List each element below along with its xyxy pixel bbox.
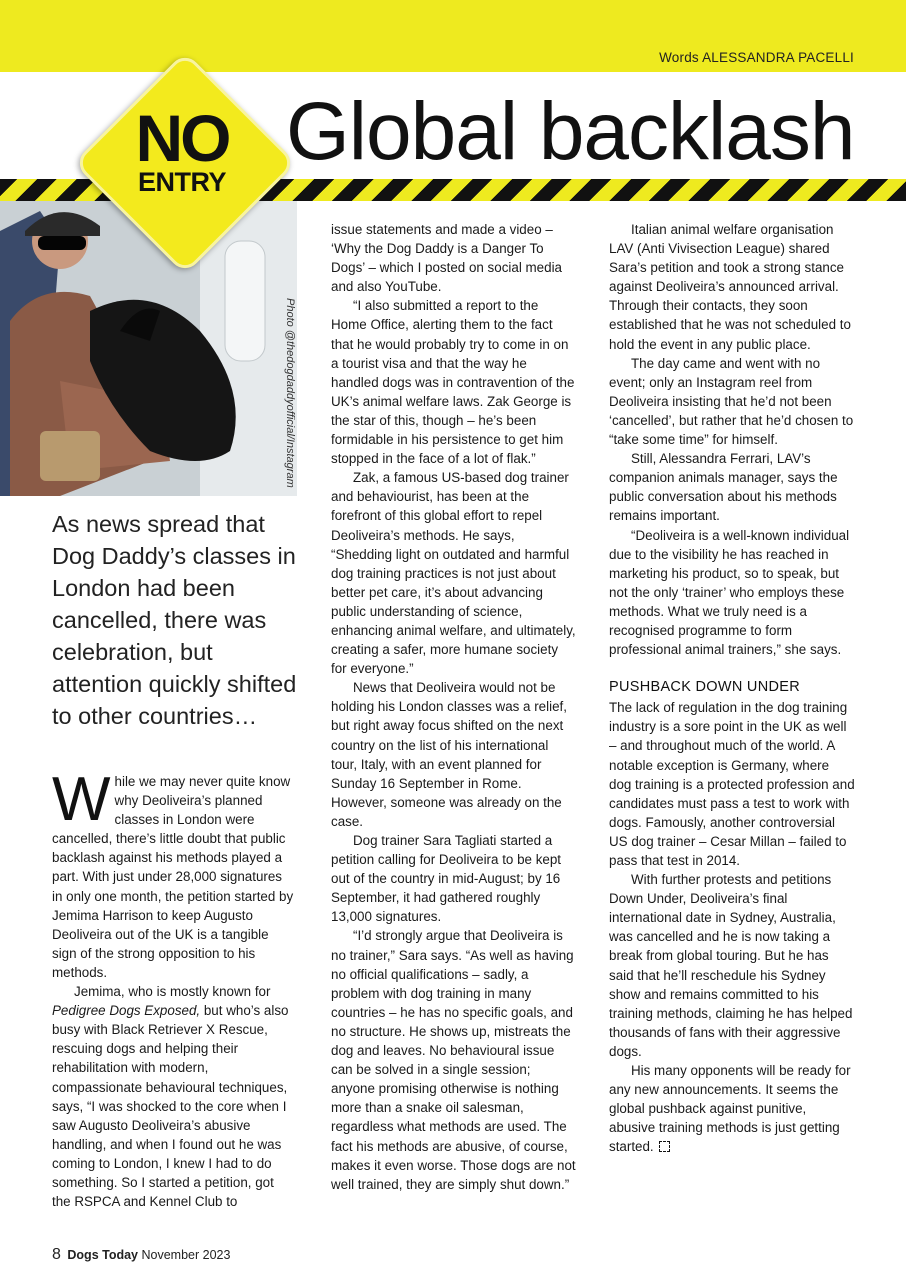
- end-mark-icon: [659, 1141, 670, 1152]
- paragraph-2: [52, 982, 296, 1211]
- paragraph-5: Zak, a famous US-based dog trainer and behaviourist, has been at the forefront of this global effort to repel Deoliveira’s methods. He says, “Shedding light on outdated and harmful dog training practices is not just about better pet care, it’s about advancing public understanding of science, enhancing animal welfare, and ultimately, creating a safer, more humane society for everyone.”: [331, 470, 576, 677]
- paragraph-4: “I also submitted a report to the Home Office, alerting them to the fact that he would probably try to come in on a tourist visa and that the way he handled dogs was in contravention of the UK’s animal welfare laws. Zak George is the star of this, though – he’s been formidable in his persistence to get him stopped in the face of a lot of flak.”: [331, 298, 575, 467]
- column-2: [331, 220, 577, 1194]
- sign-line-no: NO: [135, 101, 229, 175]
- paragraph-15-text: His many opponents will be ready for any new announcements. It seems the global pushback against punitive, abusive training methods is just getting started.: [609, 1063, 851, 1155]
- paragraph-9: Italian animal welfare organisation LAV (Anti Vivisection League) shared Sara’s petition and took a strong stance against Deoliveira’s announced arrival. Through their contacts, they soon established that he was not scheduled to hold the event in any public place.: [609, 222, 851, 352]
- paragraph-1-text: hile we may never quite know why Deoliveira’s planned classes in London were cancelled, there’s little doubt that public backlash against his methods played a part. With just under 28,000 signatures in only one month, the petition started by Jemima Harrison to keep Augusto Deoliveira out of the UK is a tangible sign of the strong opposition to his methods.: [52, 774, 294, 980]
- paragraph-2-start: Jemima, who is mostly known for: [74, 984, 271, 1000]
- subheading: PUSHBACK DOWN UNDER: [609, 679, 800, 696]
- photo-credit: Photo @thedogdaddyofficial/Instagram: [284, 298, 296, 488]
- issue-date: November 2023: [141, 1248, 231, 1262]
- paragraph-1: [52, 765, 296, 982]
- photo-illustration: [0, 201, 297, 496]
- paragraph-7: Dog trainer Sara Tagliati started a petition calling for Deoliveira to be kept out of the country in mid-August; by 16 September, it had gathered roughly 13,000 signatures.: [331, 833, 562, 925]
- paragraph-8: “I’d strongly argue that Deoliveira is no trainer,” Sara says. “As well as having no official qualifications – sadly, a problem with dog training in many countries – he has no specific goals, and no structure. He shows up, mistreats the dog and leaves. No behavioural issue can be solved in a single session; anyone promising otherwise is nothing more than a snake oil salesman, regardless what methods are used. The fact his methods are abusive, of course, makes it even worse. Those dogs are not well trained, they are simply shut down.”: [331, 928, 576, 1192]
- paragraph-2-title: Pedigree Dogs Exposed,: [52, 1003, 201, 1019]
- paragraph-2-rest: but who’s also busy with Black Retriever X Rescue, rescuing dogs and helping their rehabilitation with modern, compassionate behavioural techniques, says, “I was shocked to the core when I saw Augusto Deoliveira’s abusive handling, and when I found out he was coming to London, I knew I had to do something. So I started a petition, got the RSPCA and Kennel Club to: [52, 1003, 289, 1210]
- paragraph-15: [609, 1061, 855, 1156]
- drop-cap: W: [52, 765, 111, 834]
- article-photo: [0, 201, 297, 496]
- headline: Global backlash: [286, 86, 855, 177]
- sign-line-entry: ENTRY: [137, 167, 226, 197]
- byline: Words ALESSANDRA PACELLI: [659, 50, 854, 65]
- standfirst: As news spread that Dog Daddy’s classes in London had been cancelled, there was celebration, but attention quickly shifted to other countries…: [52, 511, 297, 729]
- paragraph-12: “Deoliveira is a well-known individual due to the visibility he has reached in marketing his product, so to speak, but not the only ‘trainer’ who employs these methods. What we truly need is a recognised programme to form professional animal trainers,” she says.: [609, 527, 850, 658]
- paragraph-14: With further protests and petitions Down Under, Deoliveira’s final international date in Sydney, Australia, was cancelled and he is now taking a break from global touring. But he has said that he’ll reschedule his Sydney show and remains committed to his training methods, claiming he has helped thousands of fans with their aggressive dogs.: [609, 872, 853, 1059]
- page-number: 8: [52, 1246, 61, 1263]
- paragraph-13: The lack of regulation in the dog training industry is a sore point in the UK as well – and throughout much of the world. A notable exception is Germany, where dog training is a protected profession and candidates must pass a test to work with dogs. Famously, another controversial US dog trainer – Cesar Millan – failed to pass that test in 2014.: [609, 700, 855, 868]
- no-entry-sign-text: [82, 101, 282, 197]
- magazine-name: Dogs Today: [67, 1248, 138, 1262]
- page-footer: [52, 1246, 230, 1264]
- paragraph-6: News that Deoliveira would not be holding his London classes was a relief, but right away focus shifted on the next country on the list of his international tour, Italy, with an event planned for Sunday 16 September in Rome. However, someone was already on the case.: [331, 680, 567, 829]
- paragraph-11: Still, Alessandra Ferrari, LAV’s companion animals manager, says the public conversation about his methods remains important.: [609, 451, 838, 524]
- paragraph-10: The day came and went with no event; only an Instagram reel from Deoliveira insisting that he’d not been ‘cancelled’, but rather that he’d chosen to “take some time” for himself.: [609, 355, 854, 448]
- column-1: [52, 765, 296, 1211]
- paragraph-3: issue statements and made a video – ‘Why the Dog Daddy is a Danger To Dogs’ – which I posted on social media and also YouTube.: [331, 222, 562, 295]
- column-3: [609, 220, 855, 1157]
